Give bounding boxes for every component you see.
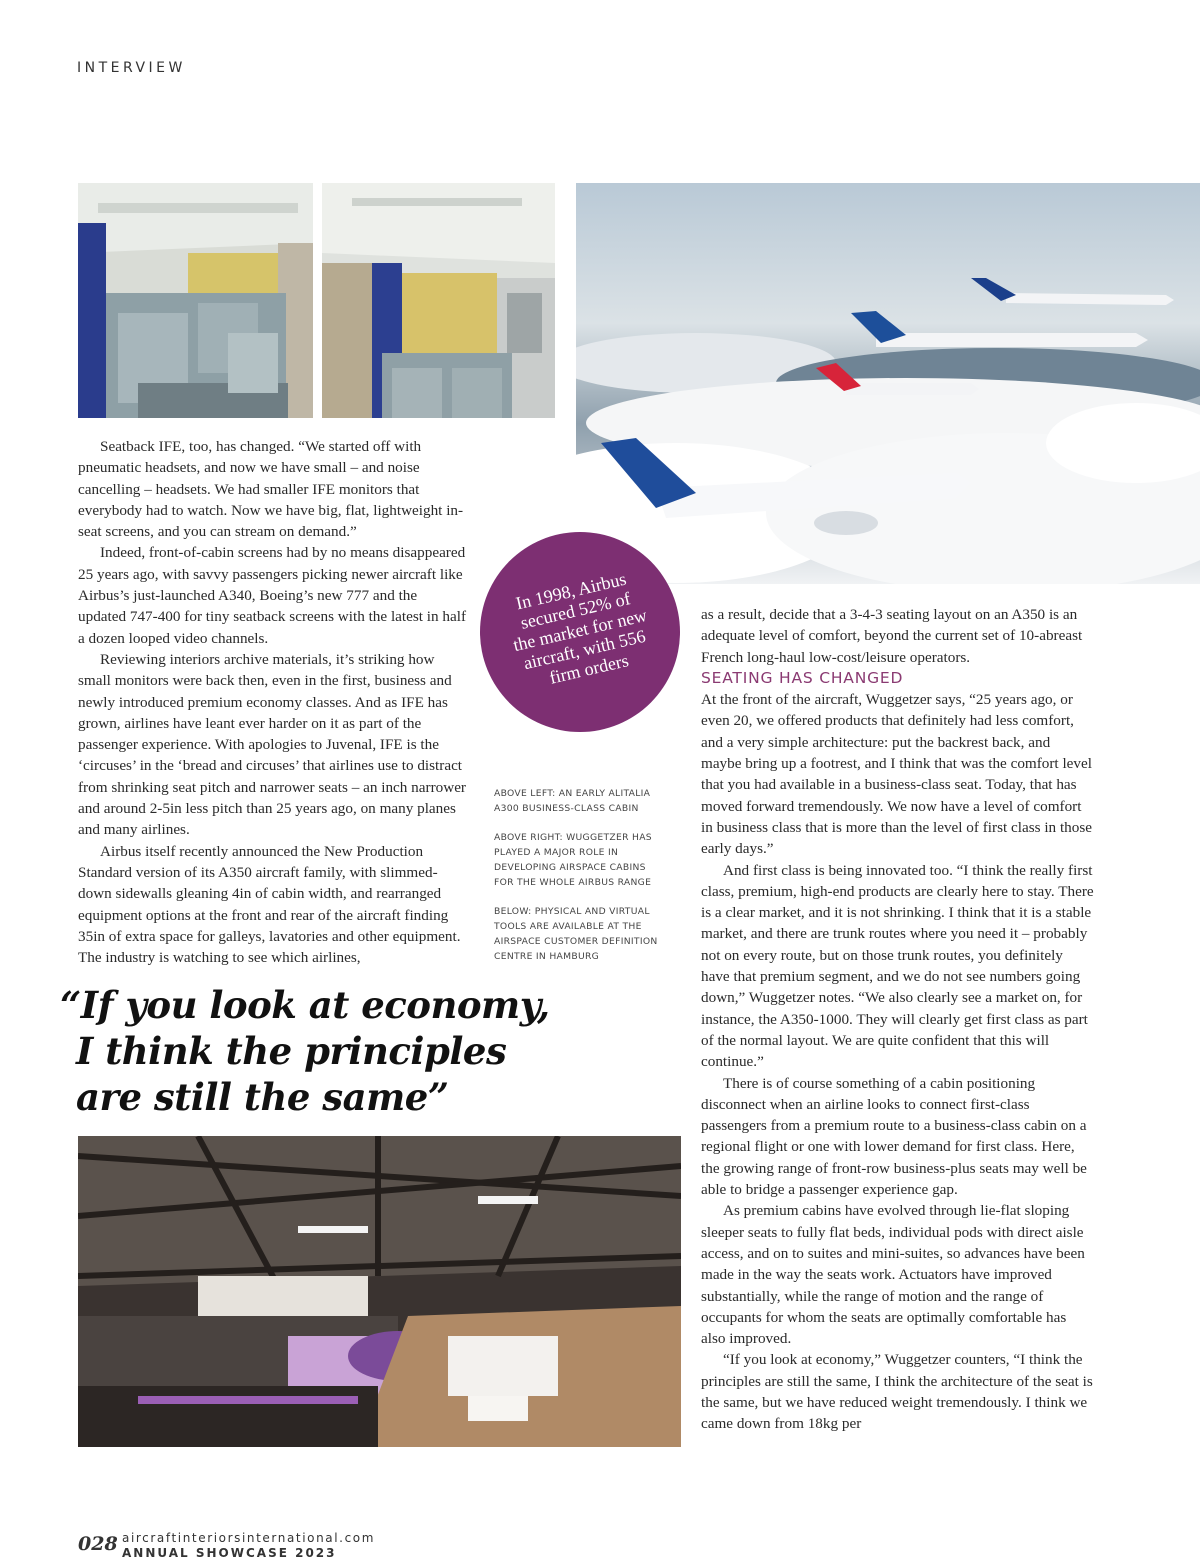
pull-quote [60,982,620,1120]
right-paragraph-1: At the front of the aircraft, Wuggetzer says, “25 years ago, or even 20, we offered products that definitely had less comfort, and a very simple architecture: put the backrest back, and maybe bring up a footrest, and I think that was the comfort level that you had available in a business-class seat. Today, that has moved forward tremendously. We now have a level of comfort in business class that is more than the level of first class in those early days.” [701,691,1093,858]
pull-quote-line-1: “If you look at economy, [60,983,550,1027]
cabin-photo-left [78,183,313,418]
section-label: INTERVIEW [77,60,186,76]
cabin-photo-middle [322,183,555,418]
left-paragraph-4: Airbus itself recently announced the New Production Standard version of its A350 aircraft family, with slimmed-down sidewalls gleaning 4in of cabin width, and rearranged equipment options at the front and rear of the aircraft finding 35in of extra space for galleys, lavatories and other equipment. The industry is watching to see which airlines, [78,842,461,967]
page-number: 028 [78,1533,118,1555]
caption-above-left: ABOVE LEFT: AN EARLY ALITALIA A300 BUSINESS-CLASS CABIN [494,788,651,814]
caption-below: BELOW: PHYSICAL AND VIRTUAL TOOLS ARE AVAILABLE AT THE AIRSPACE CUSTOMER DEFINITION CENTRE IN HAMBURG [494,906,658,962]
stat-callout-circle [480,532,680,732]
aircraft-formation-photo [576,183,1200,584]
right-intro-paragraph: as a result, decide that a 3-4-3 seating layout on an A350 is an adequate level of comfort, beyond the current set of 10-abreast French long-haul low-cost/leisure operators. [701,606,1083,666]
pull-quote-line-2: I think the principles [76,1029,507,1073]
footer-issue: ANNUAL SHOWCASE 2023 [122,1546,337,1560]
right-body-column [701,604,1094,1435]
customer-definition-centre-photo [78,1136,681,1447]
pull-quote-line-3: are still the same” [76,1075,449,1119]
left-paragraph-2: Indeed, front-of-cabin screens had by no means disappeared 25 years ago, with savvy passengers picking newer aircraft like Airbus’s just-launched A340, Boeing’s new 777 and the updated 747-400 for tiny seatback screens with the latest in half a dozen looped video channels. [78,544,467,647]
right-paragraph-5: “If you look at economy,” Wuggetzer counters, “I think the principles are still the same, I think the architecture of the seat is the same, but we have reduced weight tremendously. I think we came down from 18kg per [701,1351,1093,1433]
right-paragraph-3: There is of course something of a cabin positioning disconnect when an airline looks to connect first-class passengers from a premium route to a business-class cabin on a regional flight or one with lower demand for first class. Here, the growing range of front-row business-plus seats may well be able to bridge a passenger experience gap. [701,1074,1087,1199]
subhead-seating: SEATING HAS CHANGED [701,668,904,687]
footer-website: aircraftinteriorsinternational.com [122,1531,376,1545]
stat-callout-text: In 1998, Airbus secured 52% of the market for new aircraft, with 556 firm orders [511,568,649,688]
left-paragraph-1: Seatback IFE, too, has changed. “We started off with pneumatic headsets, and now we have small – and noise cancelling – headsets. We had smaller IFE monitors that everybody had to watch. Now we have big, flat, lightweight in-seat screens, and you can stream on demand.” [78,438,464,541]
photo-captions [494,786,664,978]
left-body-column [78,436,468,968]
caption-above-right: ABOVE RIGHT: WUGGETZER HAS PLAYED A MAJOR ROLE IN DEVELOPING AIRSPACE CABINS FOR THE WHOLE AIRBUS RANGE [494,832,652,888]
right-paragraph-4: As premium cabins have evolved through lie-flat sloping sleeper seats to fully flat beds, individual pods with direct aisle access, and on to suites and mini-suites, so advances have been made in the way the seats work. Actuators have improved substantially, while the range of motion and the range of occupants for whom the seats are optimally comfortable has also improved. [701,1202,1085,1348]
right-paragraph-2: And first class is being innovated too. “I think the really first class, premium, high-end products are clearly here to stay. There is a clear market, and it is not shrinking. I think that it is a stable market, and there are trunk routes where you need it – probably not on every route, but on those trunk routes, you definitely have that premium segment, and we do not see numbers going down,” Wuggetzer notes. “We also clearly see a market on, for instance, the A350-1000. They will clearly get first class as part of the normal layout. We are quite confident that this will continue.” [701,861,1094,1071]
left-paragraph-3: Reviewing interiors archive materials, it’s striking how small monitors were back then, even in the first, business and newly introduced premium economy classes. And as IFE has grown, airlines have leant ever harder on it as part of the passenger experience. With apologies to Juvenal, IFE is the ‘circuses’ in the ‘bread and circuses’ that airlines use to distract from shrinking seat pitch and narrower seats – an inch narrower and around 2-5in less pitch than 25 years ago, on many planes and many airlines. [78,650,466,839]
